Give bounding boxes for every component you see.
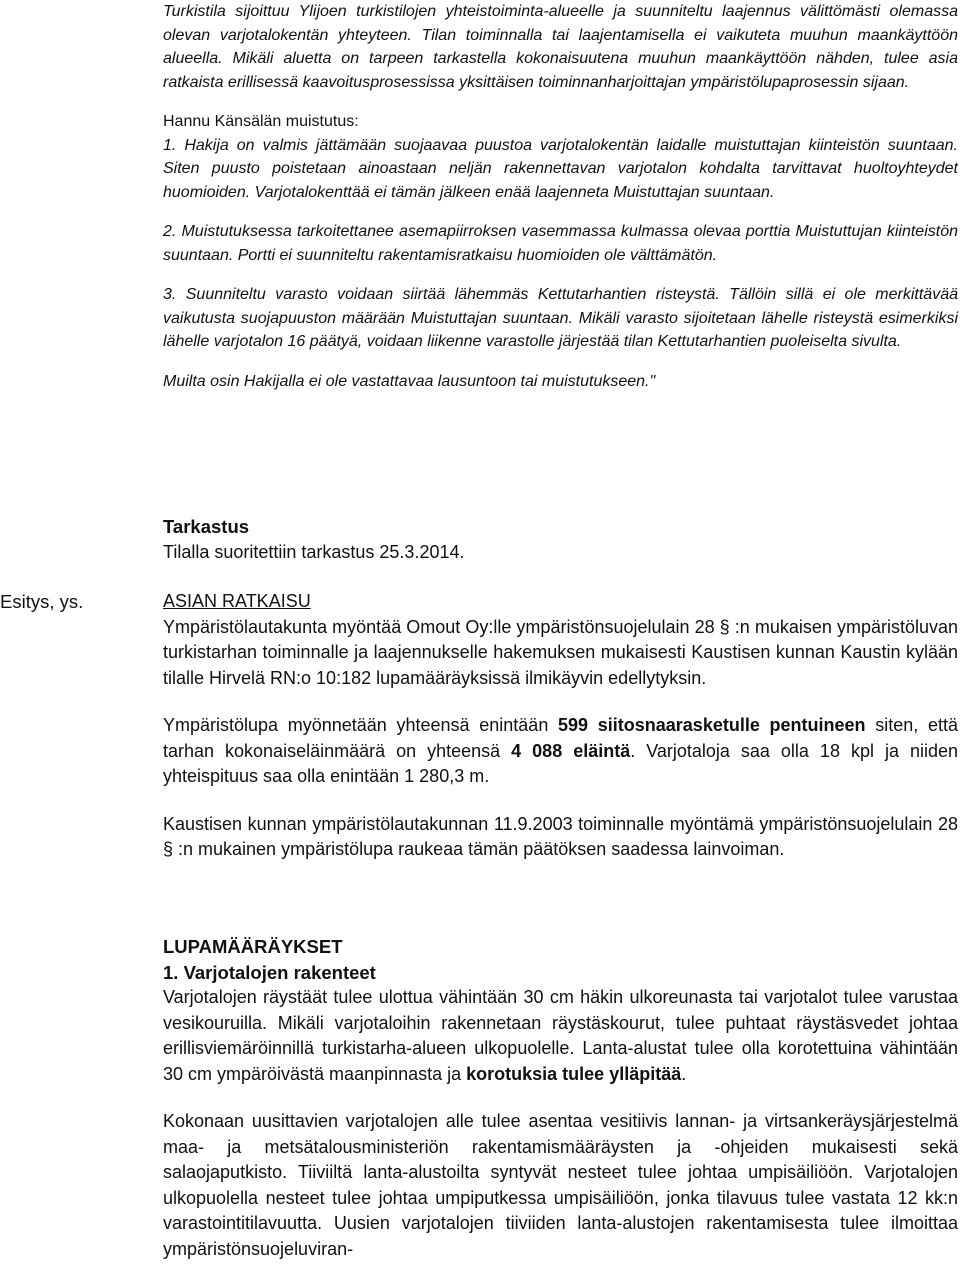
decision-paragraph-3: Kaustisen kunnan ympäristölautakunnan 11.9.2003 toiminnalle myöntämä ympäristönsuojelulain 28 § :n mukainen ympäristölupa raukeaa tämän päätöksen saadessa lainvoiman. — [163, 813, 958, 859]
memo-point-3: 3. Suunniteltu varasto voidaan siirtää lähemmäs Kettutarhantien risteystä. Tällöin sillä ei ole merkittävää vaikutusta suojapuuston määrään Muistuttajan suuntaan. Mikäli varasto sijoitetaan lähelle risteystä esimerkiksi lähelle varjotalon 16 päätyä, voidaan liikenne varastolle järjestää tilan Kettutarhantien puoleiselta sivulta. — [163, 286, 958, 350]
decision-paragraph-2: Ympäristölupa myönnetään yhteensä enintään 599 siitosnaarasketulle pentuineen siten, että tarhan kokonaiseläinmäärä on yhteensä 4 088 eläintä. Varjotaloja saa olla 18 kpl ja niiden yhteispituus saa olla enintään 1 280,3 m. — [163, 715, 958, 786]
permit-title: LUPAMÄÄRÄYKSET — [163, 936, 343, 957]
permit-paragraph-2: Kokonaan uusittavien varjotalojen alle tulee asentaa vesitiivis lannan- ja virtsankeräysjärjestelmä maa- ja metsätalousministeriön rakentamismääräysten ja -ohjeiden mukaisesti sekä salaojaputkisto. Tiiviiltä lanta-alustoilta syntyvät nesteet tulee johtaa umpisäiliöön. Varjotalojen ulkopuolella nesteet tulee johtaa umpiputkessa umpisäiliöön, jonka tilavuus tulee vastata 12 kk:n varastointitilavuutta. Uusien varjotalojen tiiviiden lanta-alustojen rakentamisesta tulee ilmoittaa ympäristönsuojeluviran- — [163, 1111, 958, 1259]
inspection-section — [163, 514, 958, 565]
decision-section — [163, 589, 958, 863]
intro-paragraph: Turkistila sijoittuu Ylijoen turkistilojen yhteistoiminta-alueelle ja suunniteltu laajennus välittömästi olemassa olevan varjotalokentän yhteyteen. Tilan toiminnalla tai laajentamisella ei vaikuteta muuhun maankäyttöön alueella. Mikäli aluetta on tarpeen tarkastella kokonaisuutena muuhun maankäyttöön nähden, tulee asia ratkaista erillisessä kaavoitusprosessissa yksittäisen toiminnanharjoittajan ympäristölupaprosessin sijaan. — [163, 3, 958, 91]
permit-paragraph-1: Varjotalojen räystäät tulee ulottua vähintään 30 cm häkin ulkoreunasta tai varjotalot tulee varustaa vesikouruilla. Mikäli varjotaloihin rakennetaan räystäskourut, tulee puhtaat räystäsvedet johtaa erillisviemäröinnillä turkistarha-alueen ulkopuolelle. Lanta-alustat tulee olla korotettuina vähintään 30 cm ympäröivästä maanpinnasta ja korotuksia tulee ylläpitää. — [163, 987, 958, 1084]
inspection-text: Tilalla suoritettiin tarkastus 25.3.2014. — [163, 541, 465, 562]
memo-point-1: 1. Hakija on valmis jättämään suojaavaa puustoa varjotalokentän laidalle muistuttajan kiinteistön suuntaan. Siten puusto poistetaan ainoastaan neljän rakennettavan varjotalon kohdalta tarvittavat huoltoyhteydet huomioiden. Varjotalokenttää ei tämän jälkeen enää laajenneta Muistuttajan suuntaan. — [163, 136, 958, 201]
permit-subtitle-1: 1. Varjotalojen rakenteet — [163, 961, 376, 983]
permit-conditions-section — [163, 934, 958, 1262]
inspection-title: Tarkastus — [163, 516, 250, 537]
memo-title: Hannu Känsälän muistutus: — [163, 113, 359, 130]
memo-point-2: 2. Muistutuksessa tarkoitettanee asemapiirroksen vasemmassa kulmassa olevaa porttia Muistuttujan kiinteistön suuntaan. Portti ei suunniteltu rakentamisratkaisu huomioiden ole välttämätön. — [163, 223, 958, 264]
decision-title: ASIAN RATKAISU — [163, 591, 311, 611]
decision-paragraph-1: Ympäristölautakunta myöntää Omout Oy:lle ympäristönsuojelulain 28 § :n mukaisen ympäristöluvan turkistarhan toiminnalle ja laajennukselle hakemuksen mukaisesti Kaustisen kunnan Kaustin kylään tilalle Hirvelä RN:o 10:182 lupamääräyksissä ilmikäyvin edellytyksin. — [163, 616, 958, 688]
closing-statement: Muilta osin Hakijalla ei ole vastattavaa lausuntoon tai muistutukseen." — [163, 372, 656, 390]
applicant-response-section — [163, 0, 958, 393]
proposal-label: Esitys, ys. — [0, 591, 84, 612]
